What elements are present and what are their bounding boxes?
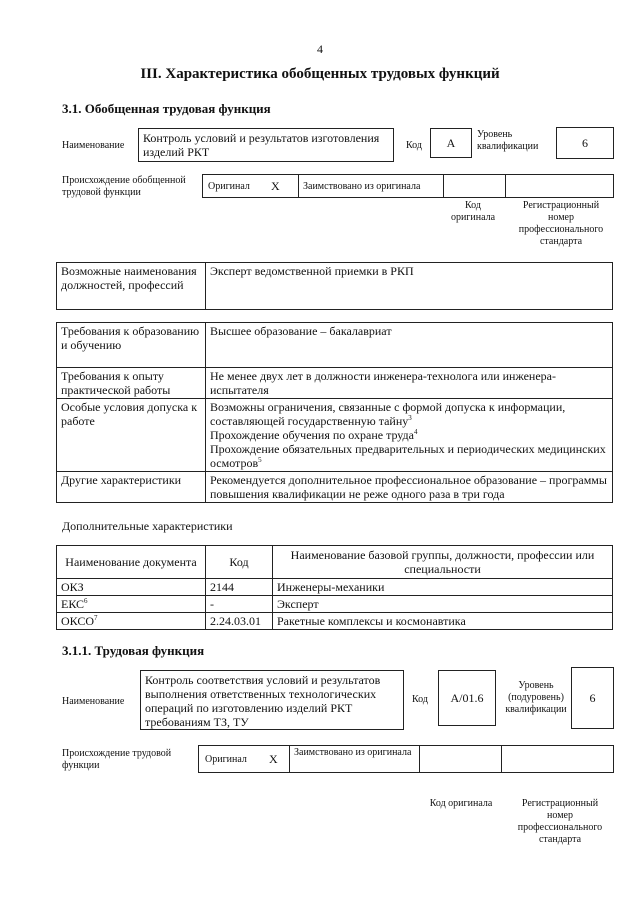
gtf-original-mark: X (271, 179, 280, 193)
tf-heading: 3.1.1. Трудовая функция (62, 643, 205, 658)
footnote-mark: 6 (84, 597, 88, 605)
gtf-name-value: Контроль условий и результатов изготовления изделий РКТ (138, 128, 394, 162)
table-row (57, 613, 613, 630)
requirement-label: Требования к образованию и обучению (57, 323, 206, 368)
requirement-label: Особые условия допуска к работе (57, 399, 206, 472)
doc-name: ЕКС (61, 597, 85, 611)
gtf-code-original-caption: Код оригинала (450, 200, 496, 223)
gtf-origin-divider-2 (443, 175, 444, 197)
tf-original-label: Оригинал (205, 754, 247, 765)
code-cell: - (206, 596, 273, 613)
tf-origin-divider-2 (419, 746, 420, 772)
doc-cell (57, 596, 206, 613)
requirement-line (210, 442, 608, 470)
requirement-value (206, 399, 613, 472)
footnote-mark: 3 (408, 414, 412, 422)
tf-origin-box (198, 745, 614, 773)
section-title: III. Характеристика обобщенных трудовых функций (140, 66, 500, 82)
tf-code-value: A/01.6 (438, 670, 496, 726)
doc-name: ОКСО (61, 614, 95, 628)
gtf-origin-divider-3 (505, 175, 506, 197)
tf-origin-divider-3 (501, 746, 502, 772)
requirement-label: Требования к опыту практической работы (57, 368, 206, 399)
requirement-line-text: Возможны ограничения, связанные с формой допуска к информации, составляющей государственную тайну (210, 400, 566, 428)
tf-name-value: Контроль соответствия условий и результатов выполнения ответственных технологических операций по изготовлению изделий РКТ требованиям ТЗ, ТУ (140, 670, 404, 730)
gtf-heading: 3.1. Обобщенная трудовая функция (62, 101, 271, 116)
code-cell: 2144 (206, 579, 273, 596)
tf-origin-label: Происхождение трудовой функции (62, 748, 172, 771)
requirement-line-text: Прохождение обязательных предварительных и периодических медицинских осмотров (210, 442, 606, 470)
gtf-origin-label: Происхождение обобщенной трудовой функции (62, 175, 186, 198)
tf-original-mark: X (269, 752, 278, 766)
requirement-value: Рекомендуется дополнительное профессиональное образование – программы повышения квалификации не реже одного раза в три года (206, 472, 613, 503)
gtf-origin-divider-1 (298, 175, 299, 197)
footnote-mark: 7 (94, 614, 98, 622)
footnote-mark: 5 (258, 456, 262, 464)
tf-origin-divider-1 (289, 746, 290, 772)
requirement-value: Высшее образование – бакалавриат (206, 323, 613, 368)
tf-code-original-caption: Код оригинала (429, 798, 493, 809)
positions-value: Эксперт ведомственной приемки в РКП (206, 263, 613, 310)
requirement-line-text: Прохождение обучения по охране труда (210, 428, 414, 442)
header-name: Наименование базовой группы, должности, профессии или специальности (273, 546, 613, 579)
gtf-code-value: А (430, 128, 472, 158)
gtf-origin-box (202, 174, 614, 198)
tf-name-label: Наименование (62, 696, 125, 707)
doc-name: ОКЗ (61, 580, 84, 594)
tf-level-value: 6 (571, 667, 614, 729)
tf-level-label: Уровень (подуровень) квалификации (505, 680, 567, 715)
gtf-reg-number-caption: Регистрационный номер профессионального стандарта (518, 200, 604, 247)
positions-table (56, 262, 613, 310)
header-code: Код (206, 546, 273, 579)
tf-code-label: Код (412, 694, 428, 705)
gtf-code-label: Код (406, 140, 422, 151)
requirement-row (57, 399, 613, 472)
requirement-row (57, 368, 613, 399)
requirement-row (57, 323, 613, 368)
positions-label: Возможные наименования должностей, профессий (57, 263, 206, 310)
additional-header-row (57, 546, 613, 579)
doc-cell (57, 579, 206, 596)
gtf-name-label: Наименование (62, 140, 125, 151)
gtf-borrowed-label: Заимствовано из оригинала (303, 181, 421, 192)
header-document: Наименование документа (57, 546, 206, 579)
name-cell: Эксперт (273, 596, 613, 613)
requirement-line (210, 428, 608, 442)
additional-table (56, 545, 613, 630)
footnote-mark: 4 (413, 428, 418, 436)
requirement-value: Не менее двух лет в должности инженера-технолога или инженера-испытателя (206, 368, 613, 399)
table-row (57, 579, 613, 596)
requirement-row (57, 472, 613, 503)
gtf-level-value: 6 (556, 127, 614, 159)
tf-reg-number-caption: Регистрационный номер профессионального стандарта (517, 798, 603, 845)
tf-borrowed-label: Заимствовано из оригинала (294, 747, 412, 758)
requirement-label: Другие характеристики (57, 472, 206, 503)
gtf-original-label: Оригинал (208, 181, 250, 192)
code-cell: 2.24.03.01 (206, 613, 273, 630)
name-cell: Инженеры-механики (273, 579, 613, 596)
requirement-line (210, 400, 608, 428)
page-number: 4 (317, 42, 323, 56)
table-row (57, 596, 613, 613)
additional-heading: Дополнительные характеристики (62, 519, 233, 533)
requirements-table (56, 322, 613, 503)
name-cell: Ракетные комплексы и космонавтика (273, 613, 613, 630)
gtf-level-label: Уровень квалификации (477, 129, 539, 152)
doc-cell (57, 613, 206, 630)
